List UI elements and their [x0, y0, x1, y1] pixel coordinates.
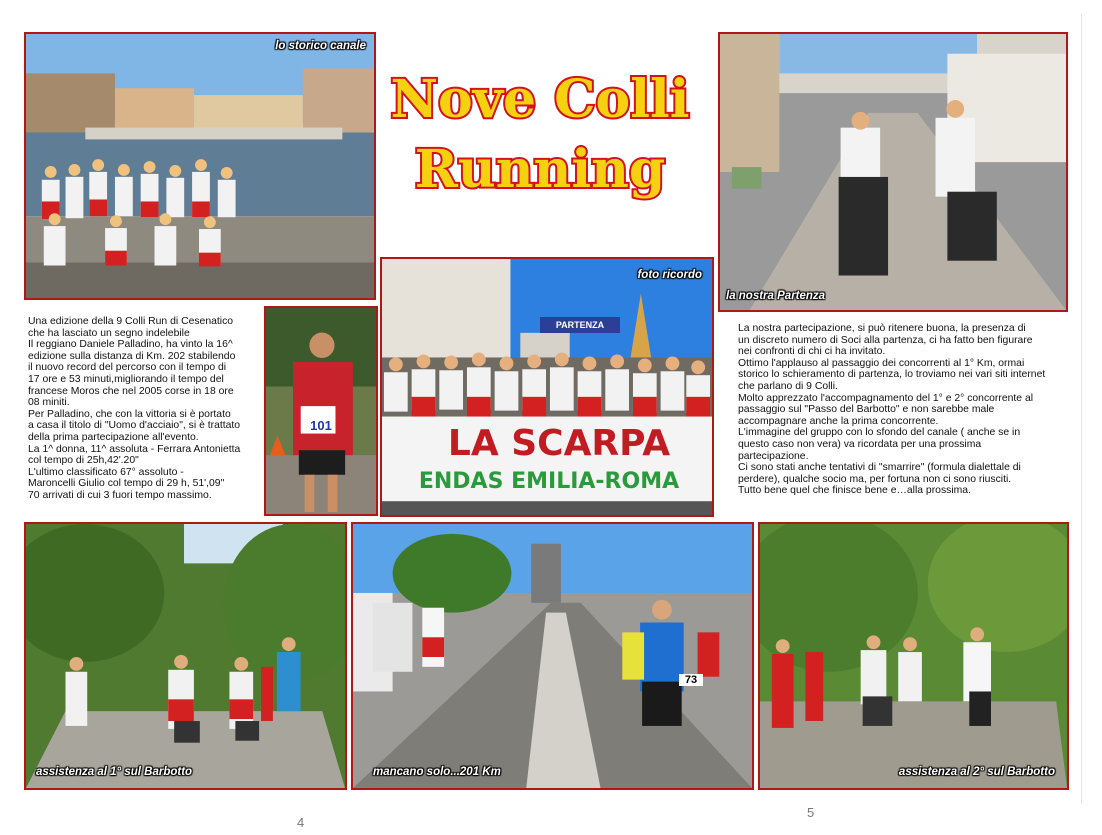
banner-la-scarpa: LA SCARPA — [447, 422, 671, 464]
text-line: che parlano di 9 Colli. — [738, 380, 838, 392]
photo-road-runner — [351, 522, 754, 790]
text-line: questo caso non vera) va ricordata per una prossima — [738, 438, 982, 450]
text-line: L'immagine del gruppo con lo sfondo del canale ( anche se in — [738, 427, 1021, 439]
text-line: che ha lasciato un segno indelebile — [28, 327, 190, 339]
text-line: Maroncelli Giulio col tempo di 29 h, 51',09" — [28, 478, 225, 490]
text-line: 70 arrivati di cui 3 fuori tempo massimo. — [28, 489, 212, 501]
text-line: nei confronti di chi ci ha invitato. — [738, 346, 886, 358]
page-number-left: 4 — [297, 815, 305, 830]
text-line: a casa il titolo di "Uomo d'acciaio", si è trattato — [28, 420, 241, 432]
text-line: Tutto bene quel che finisce bene e…alla prossima. — [738, 485, 971, 497]
text-line: col tempo di 25h,42'.20" — [28, 455, 139, 467]
text-line: della prima partecipazione all'evento. — [28, 431, 199, 443]
caption-barbotto-2: assistenza al 2° sul Barbotto — [898, 766, 1055, 778]
right-article-text — [738, 323, 1068, 497]
caption-mancano: mancano solo...201 Km — [373, 766, 501, 778]
text-line: Il reggiano Daniele Palladino, ha vinto la 16^ — [28, 339, 233, 351]
text-line: accompagnare anche la prima concorrente. — [738, 415, 939, 427]
text-line: L'ultimo classificato 67° assoluto - — [28, 466, 184, 478]
text-line: Per Palladino, che con la vittoria si è portato — [28, 408, 231, 420]
text-line: un discreto numero di Soci alla partenza, ci ha fatto ben figurare — [738, 334, 1033, 346]
caption-barbotto-1: assistenza al 1° sul Barbotto — [36, 766, 193, 778]
partenza-banner: PARTENZA — [540, 317, 620, 333]
caption-ricordo: foto ricordo — [637, 269, 702, 281]
text-line: storico lo schieramento di partenza, lo troviamo nei vari siti internet — [738, 369, 1046, 381]
caption-partenza: la nostra Partenza — [726, 290, 826, 302]
title-line2: Running — [414, 139, 666, 200]
banner-endas: ENDAS EMILIA-ROMA — [418, 468, 680, 494]
text-line: perdere), qualche socio ma, per fortuna non ci sono riusciti. — [738, 473, 1012, 485]
runner-bib: 73 — [679, 674, 703, 686]
title-logo — [384, 62, 696, 212]
photo-barbotto-first — [24, 522, 347, 790]
text-line: La 1^ donna, 11^ assoluta - Ferrara Antonietta — [28, 443, 241, 455]
page-edge-divider — [1081, 14, 1082, 804]
page-number-right: 5 — [807, 805, 815, 820]
text-line: Una edizione della 9 Colli Run di Cesenatico — [28, 316, 234, 327]
photo-group-souvenir — [380, 257, 714, 517]
photo-barbotto-second — [758, 522, 1069, 790]
photo-canal-group — [24, 32, 376, 300]
text-line: partecipazione. — [738, 450, 809, 462]
bib-number: 101 — [310, 418, 332, 433]
caption-canal: lo storico canale — [275, 40, 366, 52]
text-line: 17 ore e 53 minuti,migliorando il tempo del — [28, 373, 224, 385]
text-line: passaggio sul "Passo del Barbotto" e non sarebbe male — [738, 404, 995, 416]
text-line: Ci sono stati anche tentativi di "smarrire" (formula dialettale di — [738, 462, 1021, 474]
left-article-text — [28, 316, 258, 502]
photo-start-line — [718, 32, 1068, 312]
text-line: il nuovo record del percorso con il tempo di — [28, 362, 227, 374]
text-line: Molto apprezzato l'accompagnamento del 1° e 2° concorrente al — [738, 392, 1034, 404]
text-line: Ottimo l'applauso al passaggio dei concorrenti al 1° Km, ormai — [738, 357, 1025, 369]
text-line: francese Moros che nel 2005 corse in 18 ore — [28, 385, 234, 397]
text-line: La nostra partecipazione, si può ritenere buona, la presenza di — [738, 323, 1026, 334]
text-line: 08 miniti. — [28, 397, 70, 409]
text-line: edizione sulla distanza di Km. 202 stabilendo — [28, 350, 236, 362]
photo-winner — [264, 306, 378, 516]
title-line1: Nove Colli — [390, 69, 690, 130]
